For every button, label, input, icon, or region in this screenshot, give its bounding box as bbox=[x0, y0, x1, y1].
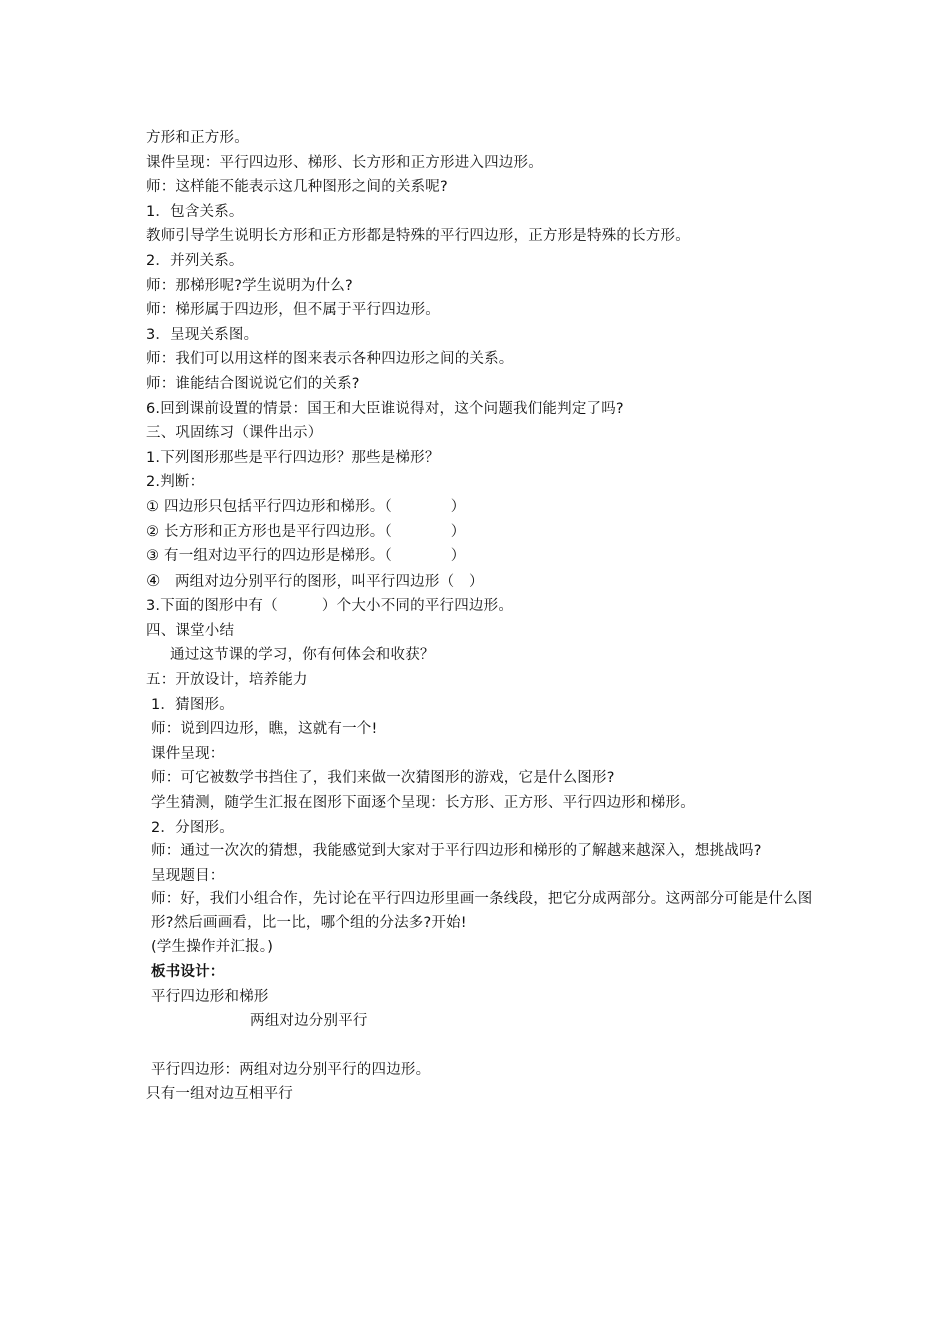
judgment-item: ① 四边形只包括平行四边形和梯形。（ ） bbox=[146, 498, 466, 515]
text-line: 课件呈现： bbox=[151, 745, 225, 762]
text-line: 1．包含关系。 bbox=[146, 203, 244, 220]
text-line: 3．呈现关系图。 bbox=[146, 326, 259, 343]
document-body bbox=[146, 126, 816, 1107]
text-paragraph: 师：通过一次次的猜想，我能感觉到大家对于平行四边形和梯形的了解越来越深入，想挑战吗? bbox=[151, 843, 762, 860]
text-line: 2．并列关系。 bbox=[146, 252, 244, 269]
text-line: 方形和正方形。 bbox=[146, 130, 249, 146]
judgment-item: ③ 有一组对边平行的四边形是梯形。（ ） bbox=[146, 548, 466, 565]
judgment-item bbox=[146, 569, 816, 595]
text-line: 两组对边分别平行 bbox=[250, 1013, 368, 1030]
text-line: 呈现题目： bbox=[151, 867, 225, 884]
item-text: 两组对边分别平行的图形，叫平行四边形（ ） bbox=[174, 573, 484, 590]
text-line: (学生操作并汇报。) bbox=[151, 939, 274, 956]
text-line: 课件呈现：平行四边形、梯形、长方形和正方形进入四边形。 bbox=[146, 154, 543, 171]
item-number: ④ bbox=[146, 570, 161, 590]
text-line: 1．猜图形。 bbox=[151, 696, 234, 713]
text-line: 师：那梯形呢?学生说明为什么? bbox=[146, 277, 353, 294]
text-line: 师：可它被数学书挡住了，我们来做一次猜图形的游戏，它是什么图形? bbox=[151, 770, 615, 787]
text-line: 2．分图形。 bbox=[151, 819, 234, 836]
text-line: 1.下列图形那些是平行四边形？那些是梯形？ bbox=[146, 449, 440, 466]
text-line: 3.下面的图形中有（ ）个大小不同的平行四边形。 bbox=[146, 598, 514, 615]
text-line: 师：谁能结合图说说它们的关系? bbox=[146, 375, 360, 392]
section-heading: 三、巩固练习（课件出示） bbox=[146, 425, 323, 442]
text-line: 通过这节课的学习，你有何体会和收获？ bbox=[170, 647, 435, 664]
text-line: 2.判断： bbox=[146, 474, 205, 491]
section-heading: 四、课堂小结 bbox=[146, 622, 235, 639]
judgment-item: ② 长方形和正方形也是平行四边形。（ ） bbox=[146, 523, 466, 540]
text-line: 只有一组对边互相平行 bbox=[146, 1086, 293, 1103]
text-paragraph: 师：好，我们小组合作，先讨论在平行四边形里画一条线段，把它分成两部分。这两部分可能是什么图形?然后画画看，比一比，哪个组的分法多?开始! bbox=[151, 891, 813, 931]
text-line: 平行四边形：两组对边分别平行的四边形。 bbox=[151, 1061, 431, 1078]
text-line: 师：说到四边形，瞧，这就有一个! bbox=[151, 721, 378, 738]
text-line: 6.回到课前设置的情景：国王和大臣谁说得对，这个问题我们能判定了吗? bbox=[146, 400, 624, 417]
text-line: 平行四边形和梯形 bbox=[151, 988, 269, 1005]
text-line: 师：这样能不能表示这几种图形之间的关系呢? bbox=[146, 179, 448, 196]
text-line: 师：梯形属于四边形，但不属于平行四边形。 bbox=[146, 302, 440, 319]
section-heading: 五：开放设计，培养能力 bbox=[146, 672, 308, 689]
text-line: 学生猜测，随学生汇报在图形下面逐个呈现：长方形、正方形、平行四边形和梯形。 bbox=[151, 795, 695, 812]
text-line: 师：我们可以用这样的图来表示各种四边形之间的关系。 bbox=[146, 351, 514, 368]
text-line: 教师引导学生说明长方形和正方形都是特殊的平行四边形，正方形是特殊的长方形。 bbox=[146, 228, 690, 245]
spacer bbox=[146, 1034, 816, 1058]
board-design-heading: 板书设计： bbox=[151, 963, 225, 980]
